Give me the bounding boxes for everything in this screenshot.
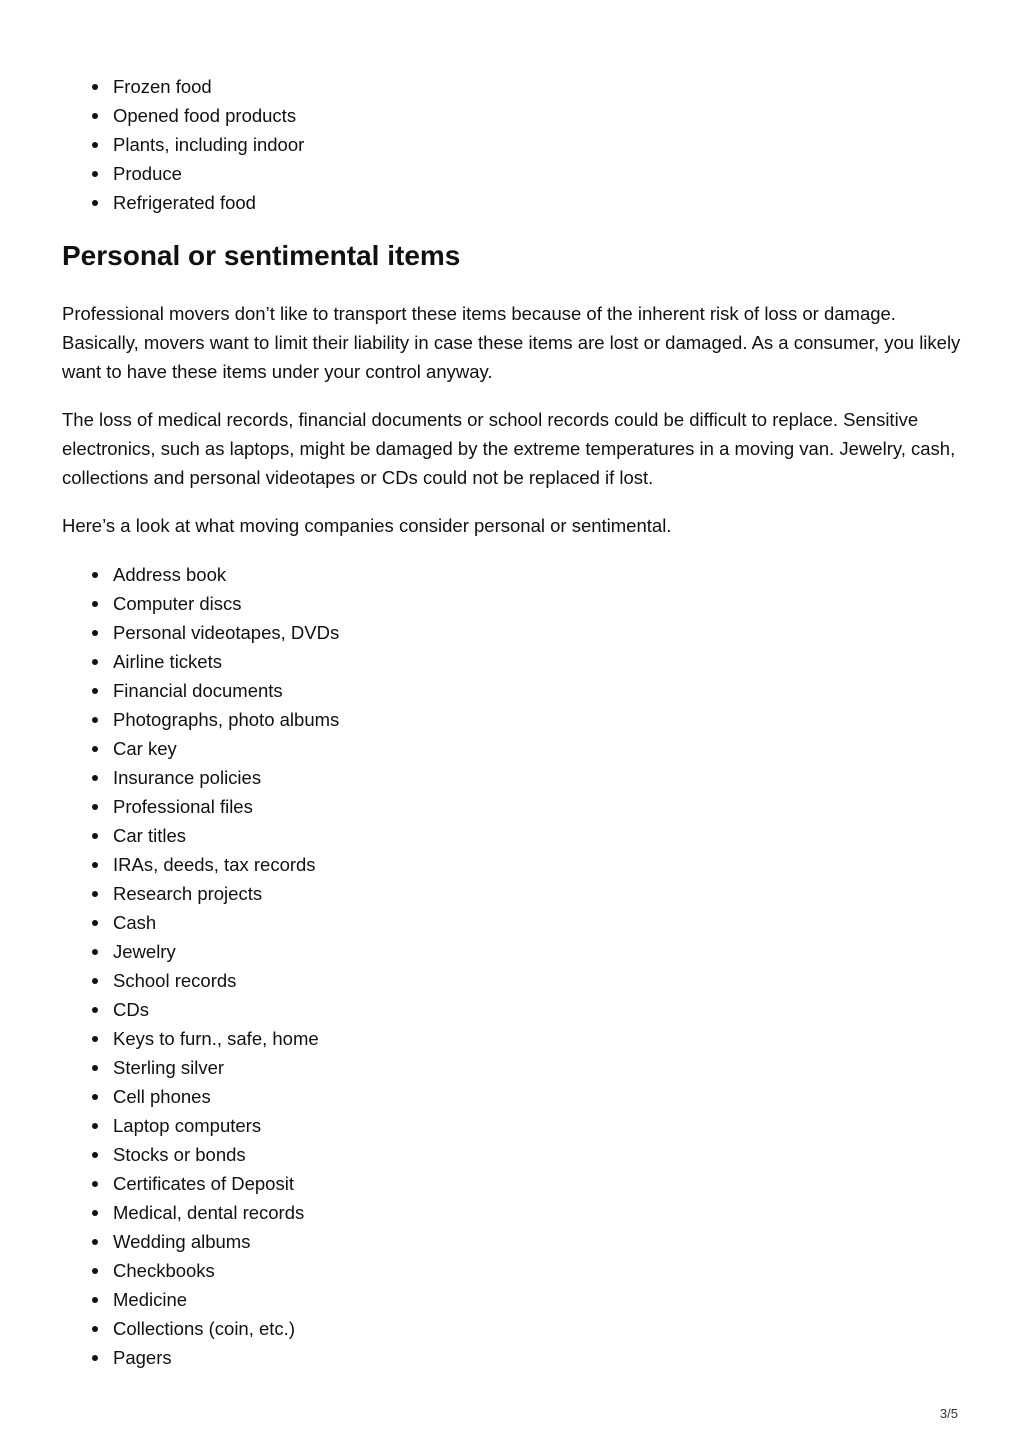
list-item: Produce xyxy=(62,159,304,188)
list-item: Financial documents xyxy=(62,676,339,705)
list-item: Stocks or bonds xyxy=(62,1140,339,1169)
list-item: Medical, dental records xyxy=(62,1198,339,1227)
list-item: Refrigerated food xyxy=(62,188,304,217)
list-item: Airline tickets xyxy=(62,647,339,676)
list-item: Research projects xyxy=(62,879,339,908)
list-item: Checkbooks xyxy=(62,1256,339,1285)
food-items-list xyxy=(62,72,304,217)
list-item: Cash xyxy=(62,908,339,937)
list-item: Cell phones xyxy=(62,1082,339,1111)
list-item: Laptop computers xyxy=(62,1111,339,1140)
list-item: Keys to furn., safe, home xyxy=(62,1024,339,1053)
list-item: Personal videotapes, DVDs xyxy=(62,618,339,647)
list-item: Computer discs xyxy=(62,589,339,618)
list-item: Car titles xyxy=(62,821,339,850)
paragraph: The loss of medical records, financial documents or school records could be difficult to replace. Sensitive electronics, such as laptops, might be damaged by the extreme temperatures in a moving van. Jewelry, cash, collections and personal videotapes or CDs could not be replaced if lost. xyxy=(62,409,956,488)
list-item: School records xyxy=(62,966,339,995)
list-item: Jewelry xyxy=(62,937,339,966)
list-item: IRAs, deeds, tax records xyxy=(62,850,339,879)
paragraph: Here’s a look at what moving companies consider personal or sentimental. xyxy=(62,515,672,536)
list-item: Pagers xyxy=(62,1343,339,1372)
list-item: Collections (coin, etc.) xyxy=(62,1314,339,1343)
list-item: Plants, including indoor xyxy=(62,130,304,159)
list-item: Insurance policies xyxy=(62,763,339,792)
list-item: Sterling silver xyxy=(62,1053,339,1082)
list-item: Medicine xyxy=(62,1285,339,1314)
list-item: Certificates of Deposit xyxy=(62,1169,339,1198)
page-number: 3/5 xyxy=(939,1406,958,1421)
list-item: Frozen food xyxy=(62,72,304,101)
list-item: Professional files xyxy=(62,792,339,821)
section-heading: Personal or sentimental items xyxy=(62,240,461,271)
personal-items-list xyxy=(62,560,339,1372)
list-item: CDs xyxy=(62,995,339,1024)
list-item: Opened food products xyxy=(62,101,304,130)
list-item: Car key xyxy=(62,734,339,763)
list-item: Photographs, photo albums xyxy=(62,705,339,734)
list-item: Address book xyxy=(62,560,339,589)
list-item: Wedding albums xyxy=(62,1227,339,1256)
paragraph: Professional movers don’t like to transport these items because of the inherent risk of loss or damage. Basically, movers want to limit their liability in case these items are lost or damaged. As a consumer, you likely want to have these items under your control anyway. xyxy=(62,303,961,382)
